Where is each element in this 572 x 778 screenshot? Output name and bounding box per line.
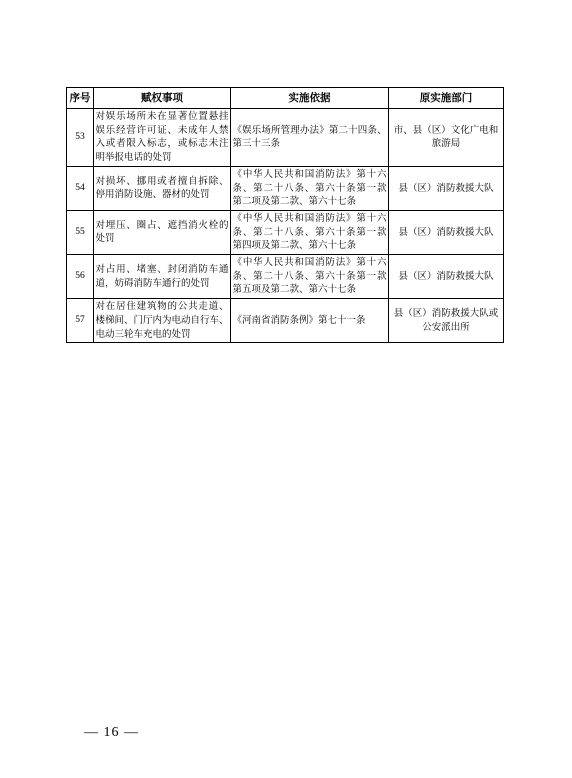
basis-line: 第五项及第二款、第六十七条 [232,284,357,296]
basis-line: 《中华人民共和国消防法》第十六 [232,257,387,269]
table-row [67,166,504,210]
row-index: 53 [67,109,94,167]
basis-cell [231,166,389,210]
matter-line: 停用消防设施、器材的处罚 [95,189,210,201]
page-number: — 16 — [84,725,139,740]
department-line: 县（区）消防救援大队 [398,182,494,194]
matter-cell [94,299,231,343]
basis-line: 条、第二十八条、第六十条第一款 [232,226,387,238]
basis-line: 《河南省消防条例》第七十一条 [232,314,366,326]
department-line: 县（区）消防救援大队 [398,270,494,282]
matter-line: 入或者限入标志，或标志未注 [95,138,229,150]
department-line: 县（区）消防救援大队或 [393,307,499,319]
matter-line: 对埋压、圈占、遮挡消火栓的 [95,219,229,231]
row-index: 55 [67,210,94,254]
matter-line: 道，妨碍消防车通行的处罚 [95,277,210,289]
matter-line: 电动三轮车充电的处罚 [95,328,191,340]
basis-cell [231,255,389,299]
matter-line: 对在居住建筑物的公共走道、 [95,301,229,313]
department-cell [389,299,504,343]
matter-cell [94,210,231,254]
header-row [67,88,504,109]
matter-cell [94,255,231,299]
department-cell [389,166,504,210]
header-basis: 实施依据 [231,88,389,109]
department-line: 公安派出所 [422,321,470,333]
header-matter: 赋权事项 [94,88,231,109]
basis-line: 《娱乐场所管理办法》第二十四条、 [232,124,387,136]
department-cell [389,109,504,167]
authorization-table [66,87,504,343]
matter-line: 娱乐经营许可证、未成年人禁 [95,124,229,136]
basis-line: 第二项及第二款、第六十七条 [232,196,357,208]
matter-cell [94,109,231,167]
matter-line: 明举报电话的处罚 [95,152,172,164]
department-cell [389,210,504,254]
basis-line: 条、第二十八条、第六十条第一款 [232,182,387,194]
matter-line: 楼梯间、门厅内为电动自行车、 [95,314,229,326]
basis-line: 条、第二十八条、第六十条第一款 [232,270,387,282]
table-row [67,299,504,343]
basis-line: 第三十三条 [232,138,281,150]
table-row [67,255,504,299]
basis-line: 第四项及第二款、第六十七条 [232,240,357,252]
row-index: 57 [67,299,94,343]
department-line: 市、县（区）文化广电和 [393,124,499,136]
basis-cell [231,210,389,254]
matter-cell [94,166,231,210]
matter-line: 对娱乐场所未在显著位置悬挂 [95,111,229,122]
basis-line: 《中华人民共和国消防法》第十六 [232,212,387,224]
matter-line: 对占用、堵塞、封闭消防车通 [95,263,229,275]
basis-cell [231,109,389,167]
basis-cell [231,299,389,343]
header-department: 原实施部门 [389,88,504,109]
matter-line: 对损坏、挪用或者擅自拆除、 [95,175,229,187]
table-row [67,210,504,254]
department-line: 旅游局 [431,138,461,150]
department-cell [389,255,504,299]
row-index: 56 [67,255,94,299]
row-index: 54 [67,166,94,210]
matter-line: 处罚 [95,233,115,245]
header-index: 序号 [67,88,94,109]
basis-line: 《中华人民共和国消防法》第十六 [232,168,387,180]
department-line: 县（区）消防救援大队 [398,226,494,238]
table-row [67,109,504,167]
